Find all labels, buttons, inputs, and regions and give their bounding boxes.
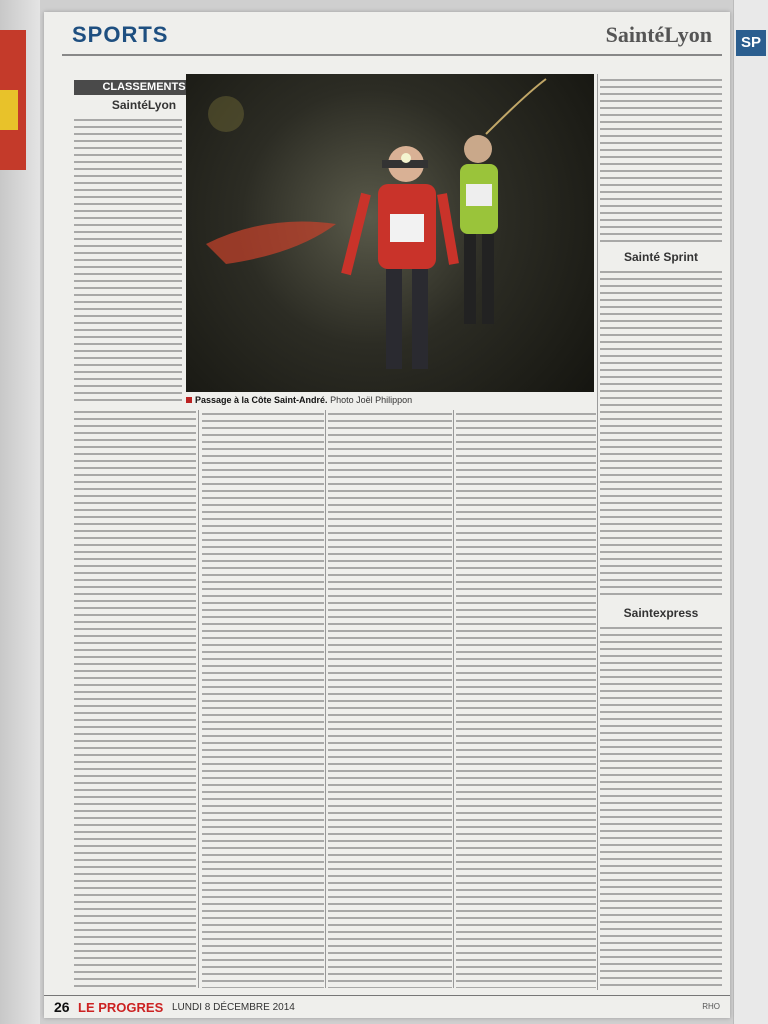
page-footer (44, 995, 730, 1018)
saintelyon-subhead: SaintéLyon (111, 98, 177, 112)
caption-credit: Photo Joël Philippon (330, 395, 413, 405)
column-rule (453, 410, 454, 988)
sainte-sprint-subhead: Sainté Sprint (623, 250, 698, 264)
results-column-1 (74, 408, 196, 988)
adjacent-page-left (0, 0, 40, 1024)
newspaper-name: LE PROGRES (78, 1000, 164, 1015)
results-column-2 (202, 410, 324, 988)
race-photo (186, 74, 594, 392)
event-title: SaintéLyon (605, 22, 712, 47)
page-header (62, 22, 722, 56)
results-column-4 (456, 410, 596, 988)
edition-code: RHO (702, 1002, 720, 1011)
results-column-3 (328, 410, 452, 988)
results-column-5-top (600, 76, 722, 246)
right-page-section-tag: SP (736, 30, 766, 56)
caption-marker-icon (186, 397, 192, 403)
column-rule (325, 410, 326, 988)
column-rule (597, 74, 598, 990)
saintexpress-results (600, 624, 722, 990)
adjacent-page-right (733, 0, 768, 1024)
left-page-yellow-block (0, 90, 18, 130)
classements-banner: CLASSEMENTS (74, 80, 214, 95)
saintexpress-subhead: Saintexpress (623, 606, 699, 620)
section-title: SPORTS (72, 22, 169, 47)
newspaper-page (44, 12, 730, 1018)
night-runners-illustration (186, 74, 594, 392)
photo-caption (186, 395, 412, 405)
page-number: 26 (54, 999, 70, 1015)
sprint-results (600, 268, 722, 600)
issue-date: LUNDI 8 DÉCEMBRE 2014 (172, 1002, 295, 1013)
caption-title: Passage à la Côte Saint-André. (195, 395, 328, 405)
column-rule (198, 410, 199, 988)
results-column-1-top (74, 116, 182, 406)
